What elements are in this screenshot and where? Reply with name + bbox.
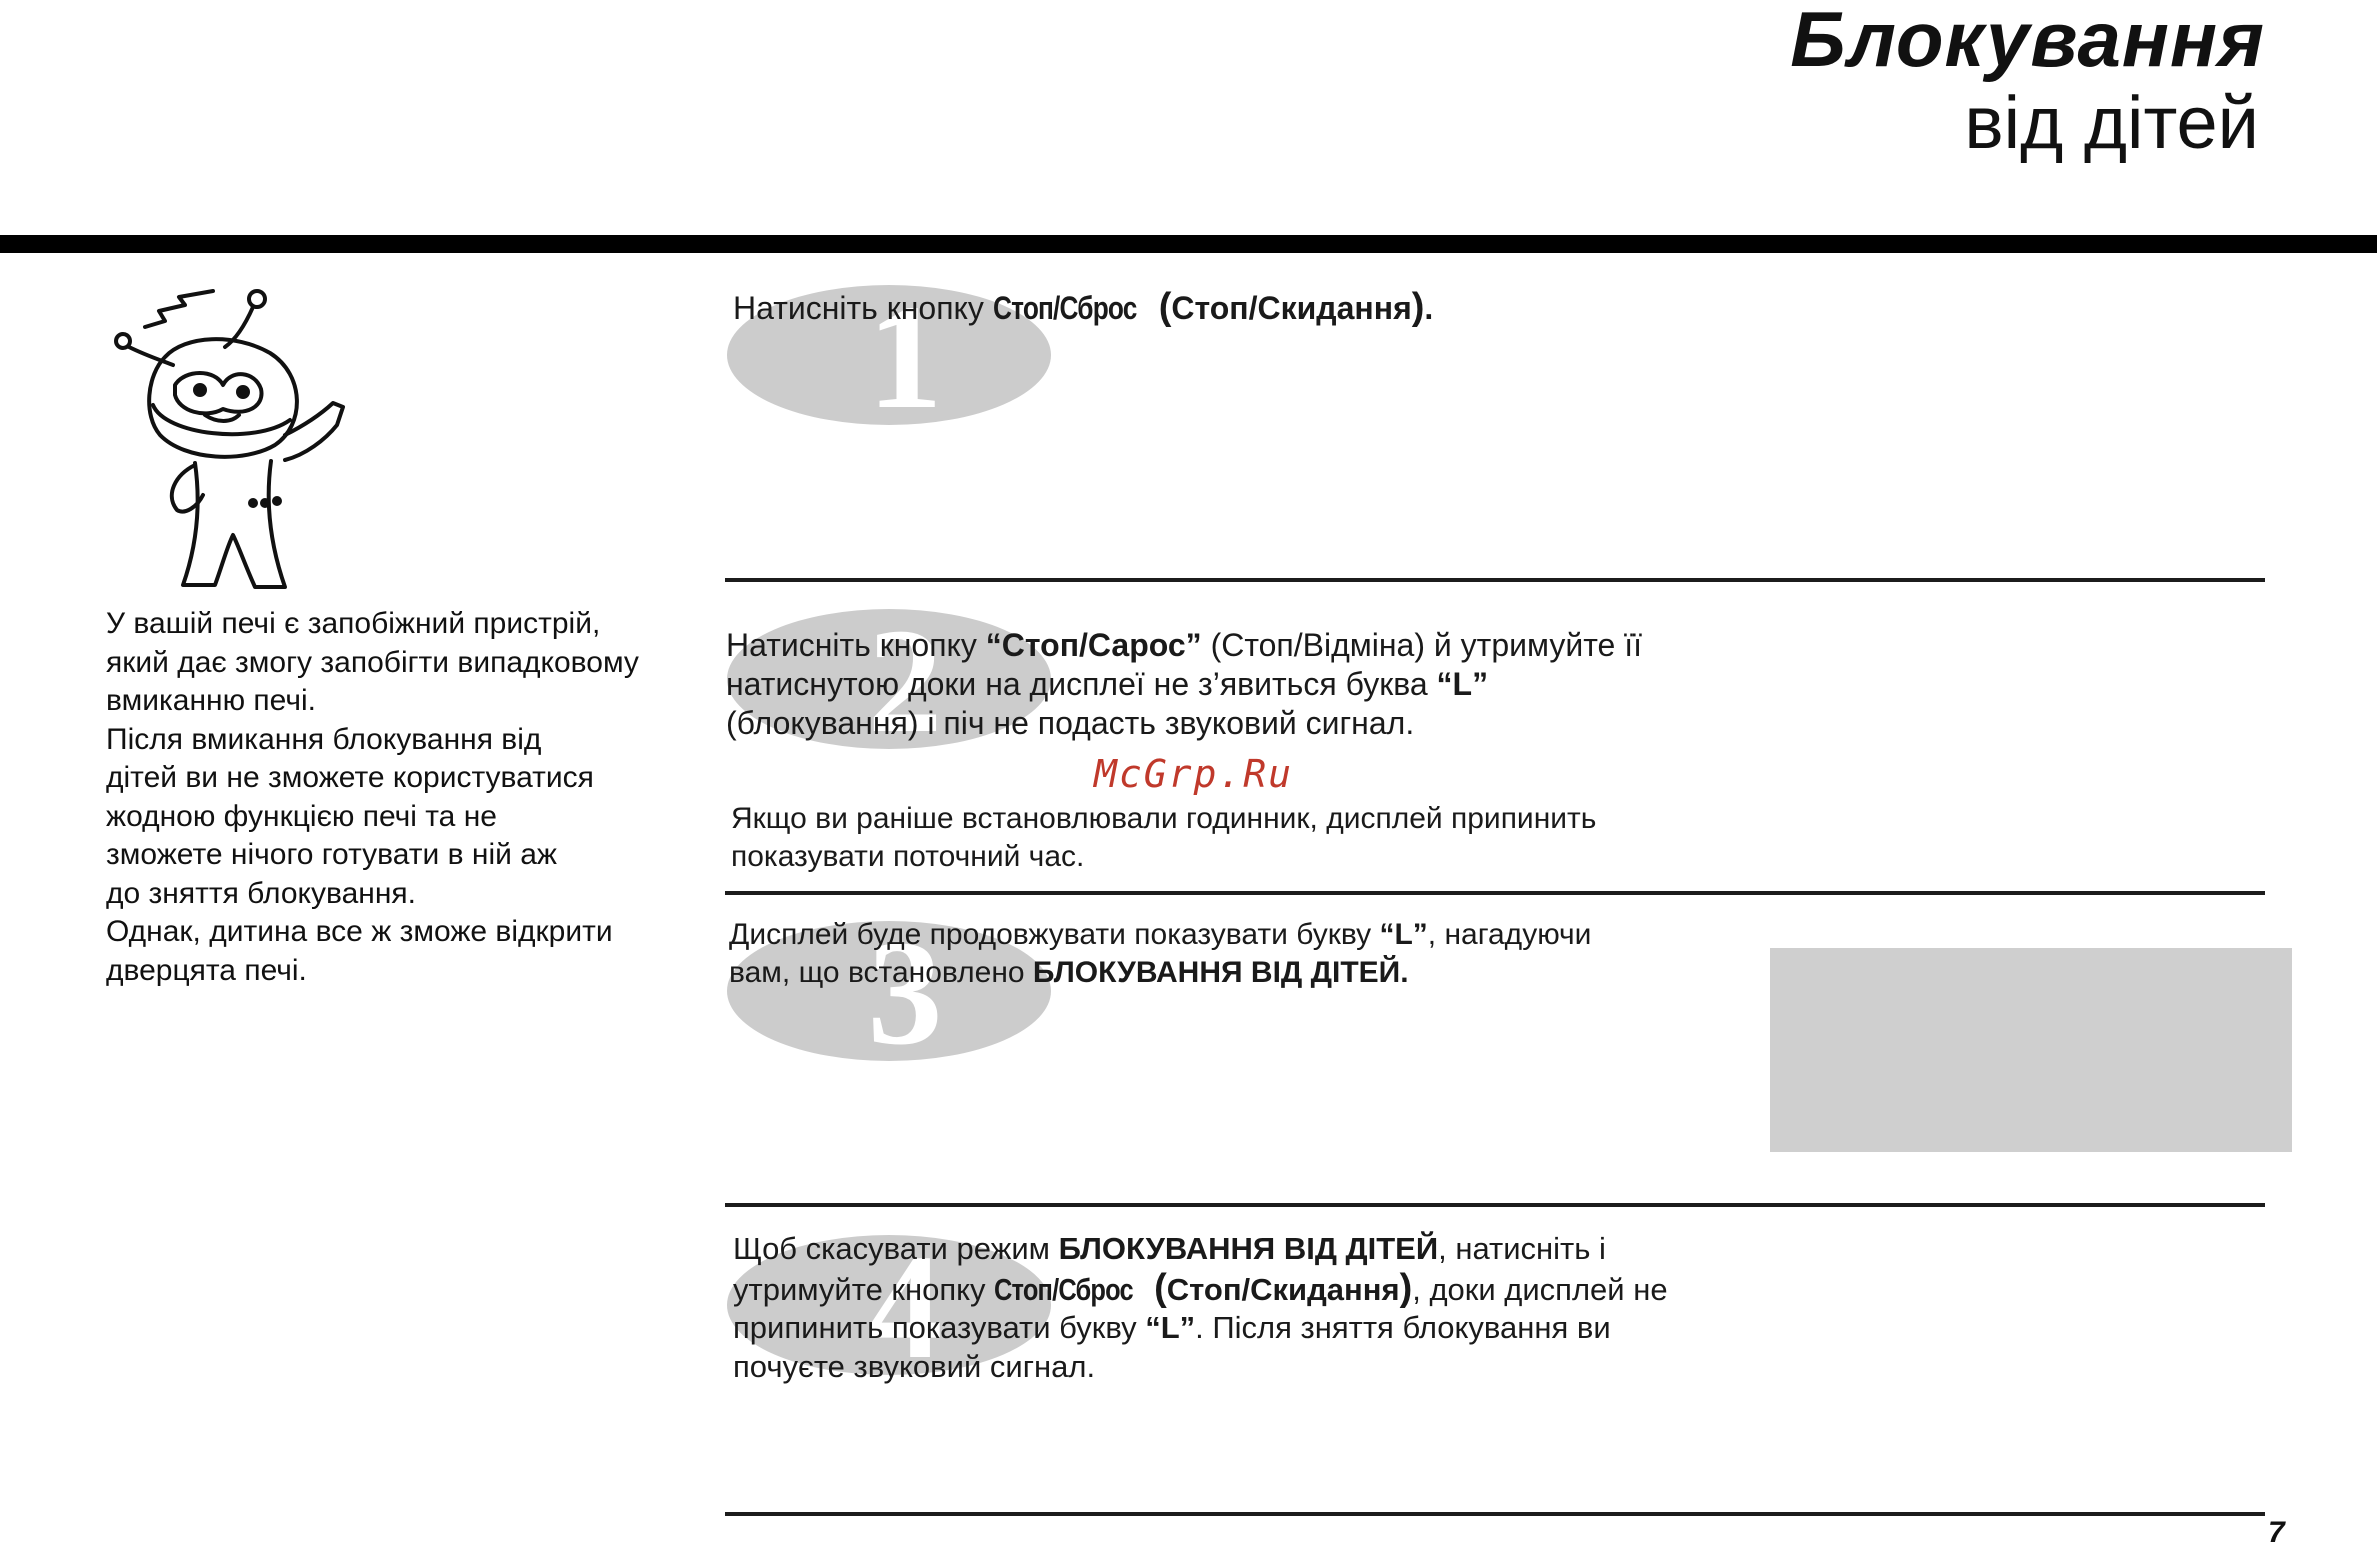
watermark: McGrp.Ru <box>1094 752 1294 796</box>
step-2-note: Якщо ви раніше встановлювали годинник, дисплей припинить показувати поточний час. <box>731 802 1597 873</box>
header-divider <box>0 235 2377 253</box>
intro-line: дітей ви не зможете користуватися <box>106 761 594 794</box>
intro-line: жодною функцією печі та не <box>106 799 497 833</box>
step-divider <box>725 1512 2265 1516</box>
intro-line: який дає змогу запобігти випадковому <box>106 645 639 679</box>
step-3-text: Дисплей буде продовжувати показувати букву “L”, нагадуючи вам, що встановлено БЛОКУВАННЯ ВІД ДІТЕЙ. <box>729 918 1592 989</box>
step-number: 1 <box>867 282 943 428</box>
intro-line: до зняття блокування. <box>106 876 416 910</box>
page-subtitle: від дітей <box>1964 81 2259 164</box>
page-title: Блокування <box>1790 0 2265 83</box>
step-number: 4 <box>867 1232 943 1378</box>
step-1-text: Натисніть кнопку Стоп/Сброс (Стоп/Скидання). <box>733 286 1434 328</box>
step-divider <box>725 578 2265 582</box>
stop-reset-button-label: Стоп/Сброс <box>992 290 1137 326</box>
stop-reset-button-label: Стоп/Сброс <box>994 1271 1133 1307</box>
step-divider <box>725 891 2265 895</box>
intro-line: Однак, дитина все ж зможе відкрити <box>106 915 613 948</box>
stop-reset-button-label-ua: Стоп/Скидання <box>1171 290 1412 326</box>
intro-line: Після вмикання блокування від <box>106 722 542 756</box>
step-2-text: Натисніть кнопку “Стоп/Сарос” (Стоп/Відміна) й утримуйте її натиснутою доки на дисплеї не з’явиться буква “L” (блокування) і піч не подасть звуковий сигнал. <box>726 627 1642 741</box>
step-number: 3 <box>867 918 943 1064</box>
intro-line: дверцята печі. <box>106 953 307 987</box>
intro-line: зможете нічого готувати в ній аж <box>106 838 557 871</box>
page-number: 7 <box>2268 1516 2285 1549</box>
intro-line: У вашій печі є запобіжний пристрій, <box>106 607 601 640</box>
intro-text <box>106 605 706 990</box>
intro-line: вмиканню печі. <box>106 684 316 717</box>
step-number: 2 <box>867 606 943 752</box>
display-panel <box>1770 948 2292 1152</box>
mascot-illustration <box>105 285 365 605</box>
stop-reset-button-label-ua: Стоп/Скидання <box>1166 1271 1400 1307</box>
step-divider <box>725 1203 2265 1207</box>
step-4-text: Щоб скасувати режим БЛОКУВАННЯ ВІД ДІТЕЙ, натисніть і утримуйте кнопку Стоп/Сброс (Стоп/Скидання), доки дисплей не припинить показувати букву “L”. Після зняття блокування ви почуєте звуковий сигнал. <box>733 1231 1668 1384</box>
